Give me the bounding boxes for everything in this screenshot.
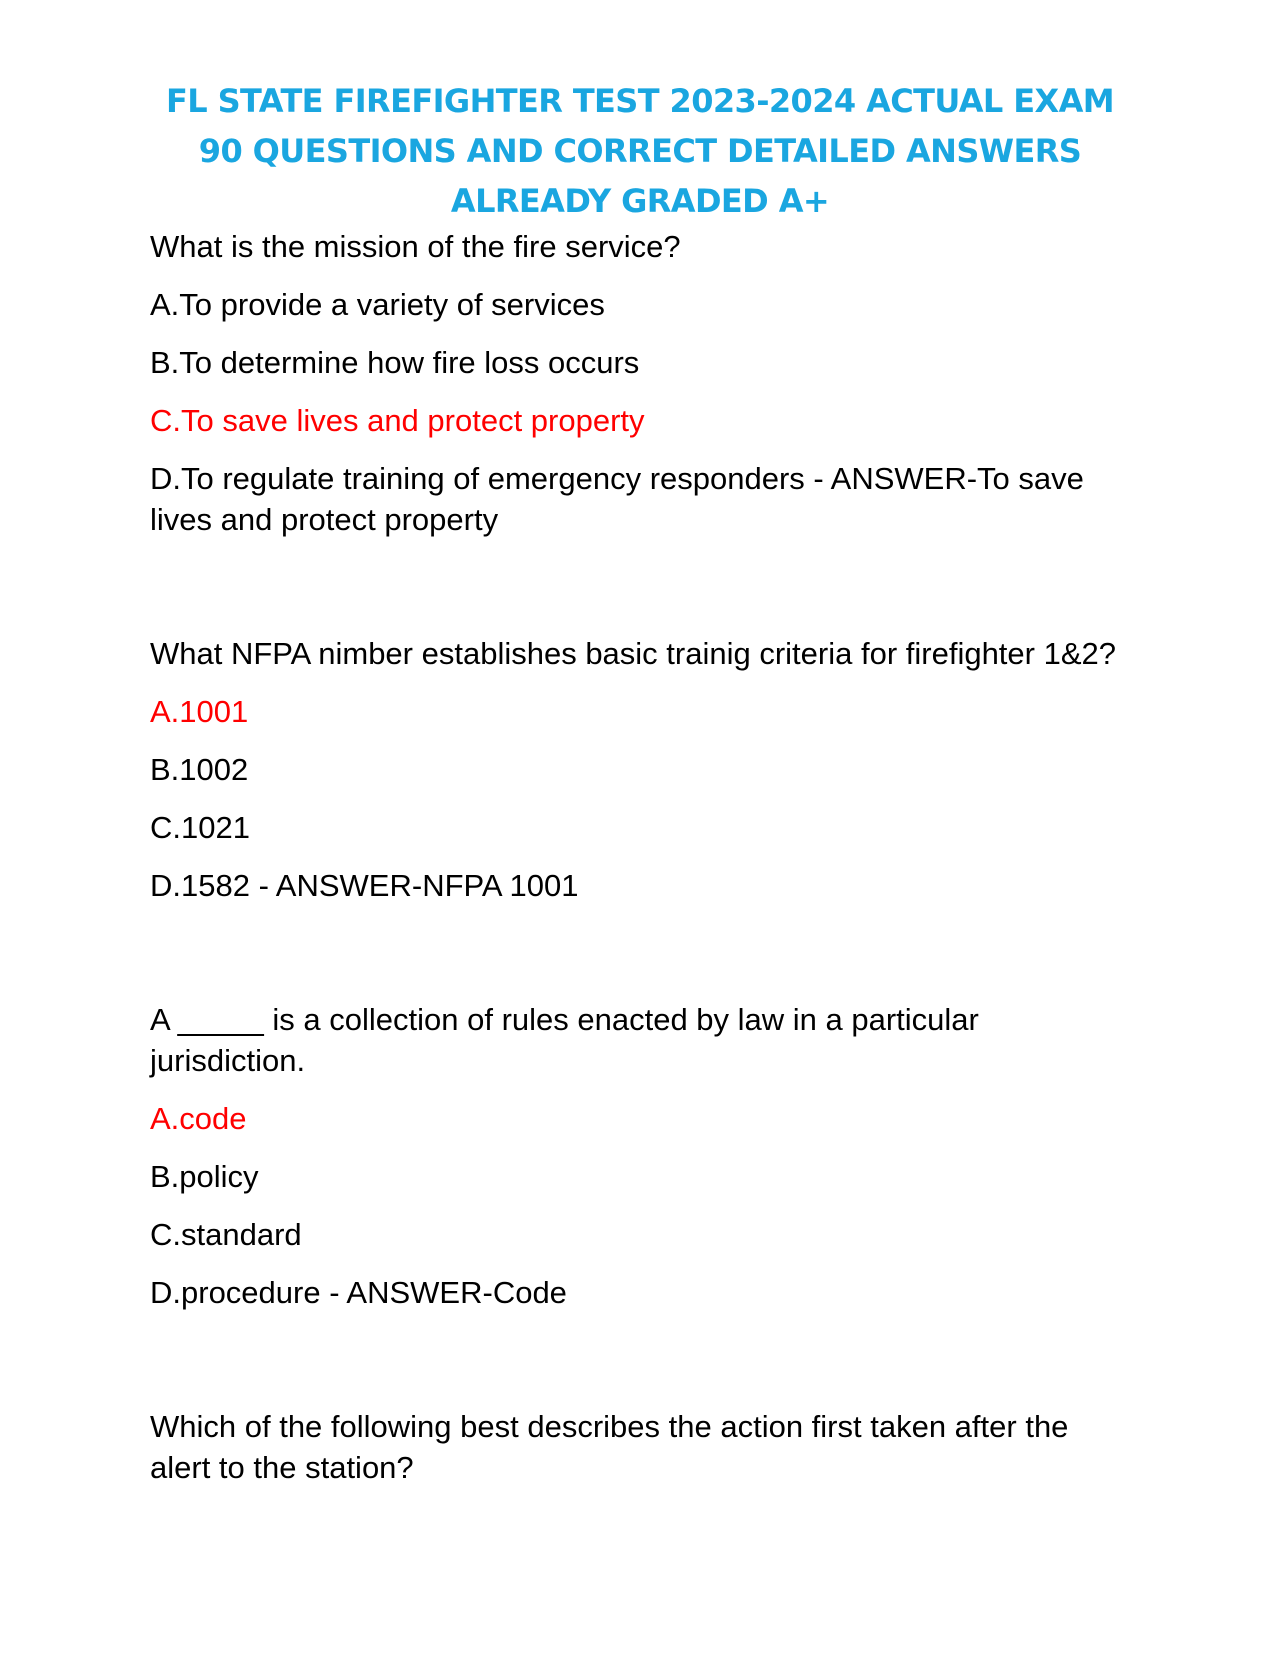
question-block (150, 633, 1130, 906)
answer-option: D.1582 - ANSWER-NFPA 1001 (150, 868, 579, 903)
question-prompt: A _____ is a collection of rules enacted by law in a particular jurisdiction. (150, 1002, 979, 1078)
correct-answer-option: A.code (150, 1101, 247, 1136)
document-title (140, 76, 1140, 226)
answer-option: A.To provide a variety of services (150, 287, 605, 322)
answer-option: C.standard (150, 1217, 302, 1252)
correct-answer-option: A.1001 (150, 694, 249, 729)
answer-option: B.To determine how fire loss occurs (150, 345, 640, 380)
answer-option: D.procedure - ANSWER-Code (150, 1275, 567, 1310)
answer-option: B.1002 (150, 752, 249, 787)
question-prompt: What NFPA nimber establishes basic trainig criteria for firefighter 1&2? (150, 636, 1116, 671)
question-spacer (150, 1330, 1130, 1406)
answer-option: C.1021 (150, 810, 250, 845)
question-block (150, 1406, 1130, 1488)
title-line-1: FL STATE FIREFIGHTER TEST 2023-2024 ACTUAL EXAM (165, 82, 1114, 120)
title-line-3: ALREADY GRADED A+ (450, 182, 830, 220)
answer-option: D.To regulate training of emergency responders - ANSWER-To save lives and protect property (150, 461, 1084, 537)
questions-list (150, 226, 1130, 1505)
question-block (150, 226, 1130, 540)
answer-option: B.policy (150, 1159, 259, 1194)
question-spacer (150, 557, 1130, 633)
correct-answer-option: C.To save lives and protect property (150, 403, 645, 438)
question-prompt: What is the mission of the fire service? (150, 229, 681, 264)
question-prompt: Which of the following best describes the action first taken after the alert to the station? (150, 1409, 1069, 1485)
question-block (150, 999, 1130, 1313)
title-line-2: 90 QUESTIONS AND CORRECT DETAILED ANSWERS (198, 132, 1082, 170)
question-spacer (150, 923, 1130, 999)
